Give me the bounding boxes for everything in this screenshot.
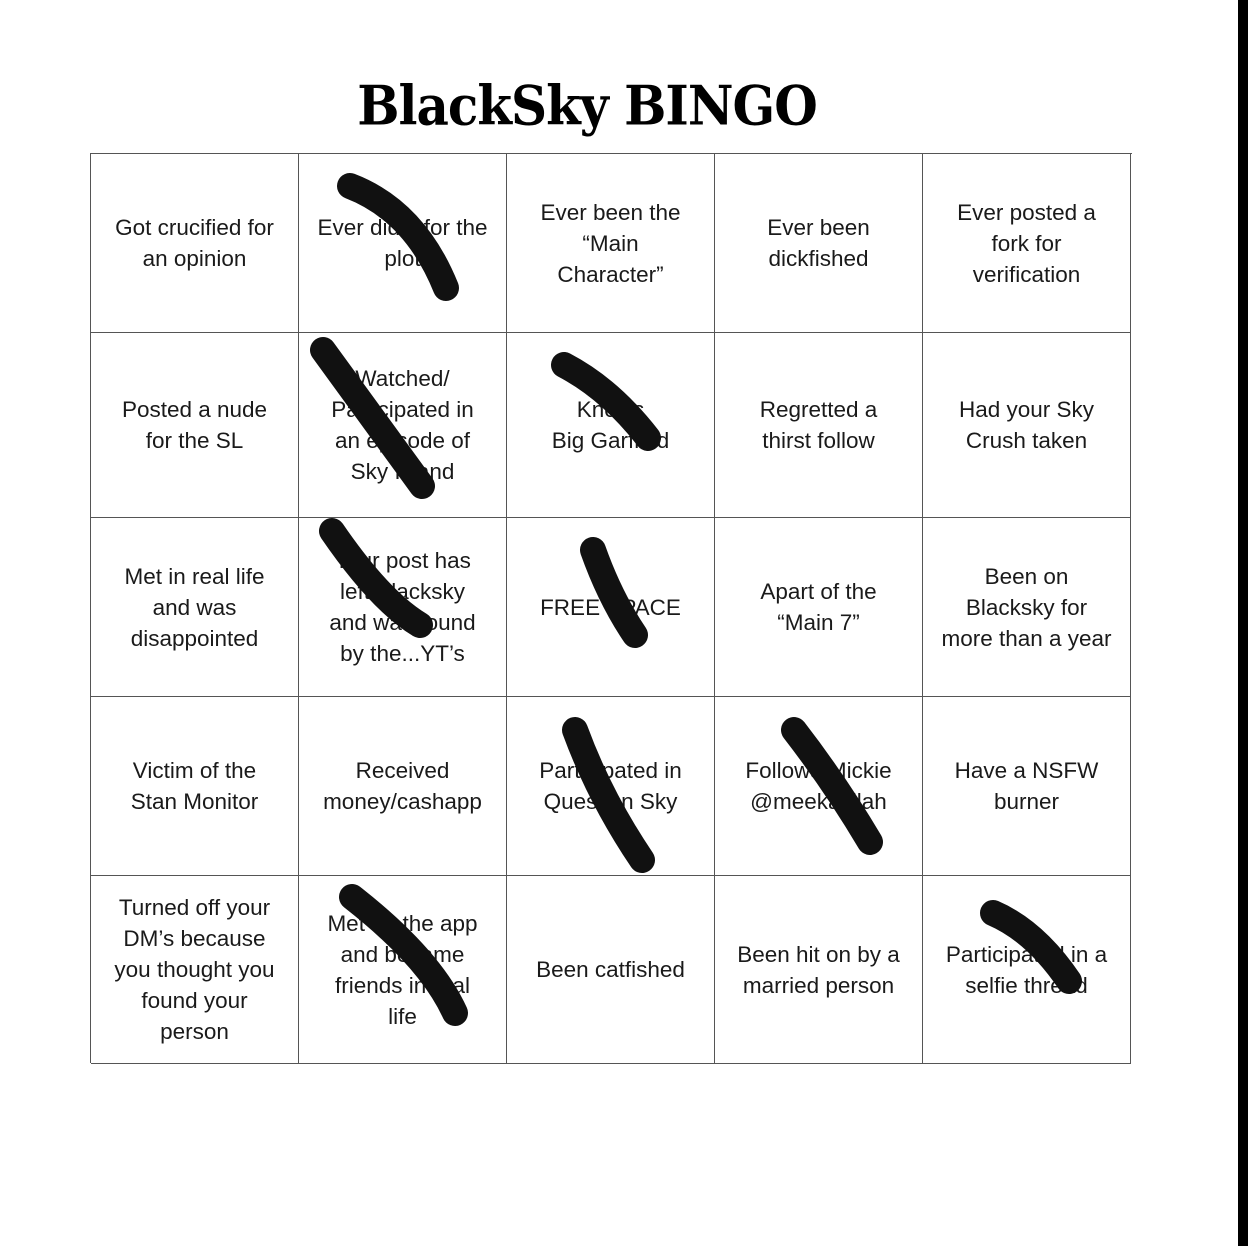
cell-text: Regretted a thirst follow	[759, 397, 878, 453]
bingo-cell[interactable]	[923, 518, 1131, 697]
cell-text: Been hit on by a married person	[737, 941, 900, 998]
bingo-cell[interactable]	[299, 154, 507, 333]
cell-text: Ever been the “Main Character”	[540, 199, 681, 287]
cell-text: Met in real life and was disappointed	[124, 563, 265, 651]
bingo-cell[interactable]	[91, 518, 299, 697]
cell-text: Ever did it for the plot	[317, 215, 488, 271]
cell-text: Been on Blacksky for more than a year	[941, 563, 1112, 651]
bingo-cell[interactable]	[299, 333, 507, 518]
cell-text: Follows Mickie @meekayllah	[745, 758, 892, 814]
cell-text: Ever posted a fork for verification	[957, 199, 1096, 287]
bingo-grid	[90, 153, 1132, 1063]
bingo-cell[interactable]	[715, 697, 923, 876]
cell-text: Apart of the “Main 7”	[760, 579, 877, 635]
cell-text: Participated in Question Sky	[539, 758, 682, 814]
bingo-cell[interactable]	[507, 876, 715, 1064]
bingo-cell[interactable]	[299, 518, 507, 697]
bingo-cell[interactable]	[923, 876, 1131, 1064]
cell-text: Got crucified for an opinion	[115, 215, 274, 271]
cell-text: Been catfished	[536, 957, 685, 982]
bingo-cell[interactable]	[507, 154, 715, 333]
bingo-cell[interactable]	[715, 518, 923, 697]
bingo-cell[interactable]	[715, 876, 923, 1064]
bingo-cell[interactable]	[923, 333, 1131, 518]
bingo-cell[interactable]	[715, 333, 923, 518]
bingo-cell[interactable]	[91, 876, 299, 1064]
cell-text: Have a NSFW burner	[954, 758, 1099, 814]
bingo-cell-free-space[interactable]	[507, 518, 715, 697]
bingo-cell[interactable]	[715, 154, 923, 333]
bingo-cell[interactable]	[923, 697, 1131, 876]
bingo-cell[interactable]	[299, 697, 507, 876]
bingo-cell[interactable]	[507, 333, 715, 518]
right-edge-border	[1238, 0, 1248, 1246]
cell-text: Your post has left Blacksky and was found by the...YT’s	[329, 548, 476, 666]
cell-text: Received money/cashapp	[323, 758, 482, 814]
cell-text: Victim of the Stan Monitor	[130, 758, 259, 814]
page-title: BlackSky BINGO	[357, 73, 817, 138]
bingo-cell[interactable]	[299, 876, 507, 1064]
cell-text: FREE SPACE	[540, 594, 681, 620]
cell-text: Had your Sky Crush taken	[958, 397, 1095, 453]
cell-text: Posted a nude for the SL	[121, 397, 268, 453]
bingo-board	[90, 153, 1132, 1063]
bingo-cell[interactable]	[91, 154, 299, 333]
bingo-cell[interactable]	[923, 154, 1131, 333]
bingo-cell[interactable]	[91, 333, 299, 518]
bingo-cell[interactable]	[507, 697, 715, 876]
cell-text: Knows Big Garfield	[551, 397, 670, 453]
cell-text: Watched/ Participated in an episode of Sky Island	[331, 366, 474, 484]
cell-text: Met on the app and became friends in real life	[327, 910, 478, 1029]
cell-text: Turned off your DM’s because you thought you found your person	[114, 895, 275, 1044]
bingo-cell[interactable]	[91, 697, 299, 876]
cell-text: Participated in a selfie thread	[945, 941, 1108, 998]
cell-text: Ever been dickfished	[767, 215, 870, 271]
